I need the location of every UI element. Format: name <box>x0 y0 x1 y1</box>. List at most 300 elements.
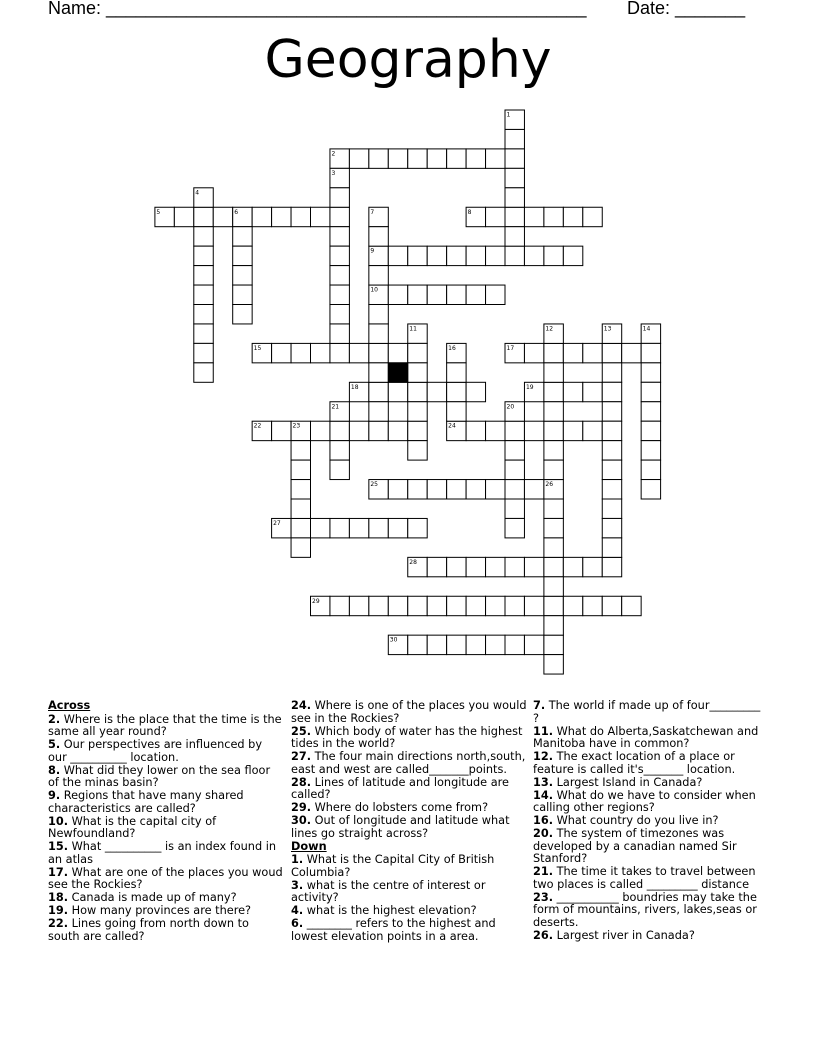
grid-cell[interactable] <box>408 518 427 537</box>
grid-cell[interactable] <box>291 460 310 479</box>
grid-cell[interactable] <box>388 285 407 304</box>
grid-cell[interactable] <box>330 305 349 324</box>
grid-cell[interactable] <box>544 421 563 440</box>
grid-cell[interactable] <box>544 460 563 479</box>
grid-cell[interactable] <box>408 480 427 499</box>
down-clue <box>533 790 769 815</box>
grid-cell[interactable] <box>622 343 641 362</box>
down-clue <box>291 854 527 879</box>
grid-cell[interactable] <box>544 382 563 401</box>
grid-cell[interactable] <box>486 246 505 265</box>
clue-number: 7. <box>533 699 546 712</box>
cell-number: 29 <box>312 597 320 605</box>
clue-text: What do we have to consider when calling other regions? <box>533 788 756 814</box>
clue-number: 23. <box>533 890 554 904</box>
cell-number: 22 <box>253 422 262 430</box>
clue-text: What __________ is an index found in an atlas <box>48 840 277 866</box>
grid-cell[interactable] <box>330 441 349 460</box>
clue-text: The four main directions north,south, east and west are called_______points. <box>291 750 526 776</box>
down-clue <box>291 918 527 943</box>
grid-cell[interactable] <box>544 207 563 226</box>
grid-cell[interactable] <box>291 538 310 557</box>
grid-cell[interactable] <box>544 441 563 460</box>
grid-cell[interactable] <box>369 402 388 421</box>
cell-number: 1 <box>506 111 511 119</box>
grid-cell[interactable] <box>641 441 660 460</box>
grid-cell[interactable] <box>505 421 524 440</box>
grid-cell[interactable] <box>194 363 213 382</box>
clue-number: 15. <box>48 840 69 853</box>
grid-cell[interactable] <box>291 518 310 537</box>
grid-cell[interactable] <box>447 480 466 499</box>
grid-cell[interactable] <box>194 305 213 324</box>
grid-cell[interactable] <box>524 557 543 576</box>
across-clue <box>48 905 284 918</box>
clue-number: 26. <box>533 928 554 942</box>
across-clue <box>291 815 527 840</box>
grid-cell[interactable] <box>330 227 349 246</box>
grid-cell[interactable] <box>291 499 310 518</box>
clue-number: 12. <box>533 750 554 763</box>
cell-number: 27 <box>273 519 281 527</box>
grid-cell[interactable] <box>602 460 621 479</box>
grid-cell[interactable] <box>524 421 543 440</box>
grid-cell[interactable] <box>194 285 213 304</box>
grid-cell[interactable] <box>602 499 621 518</box>
down-clue <box>291 880 527 905</box>
cell-number: 19 <box>525 383 534 391</box>
grid-cell[interactable] <box>369 343 388 362</box>
cell-number: 25 <box>370 481 378 489</box>
grid-cell[interactable] <box>369 363 388 382</box>
grid-cell[interactable] <box>330 246 349 265</box>
grid-cell[interactable] <box>447 363 466 382</box>
grid-cell[interactable] <box>447 635 466 654</box>
grid-cell[interactable] <box>291 480 310 499</box>
clue-text: what is the centre of interest or activity? <box>291 878 486 904</box>
grid-cell[interactable] <box>505 441 524 460</box>
cell-number: 8 <box>467 208 472 216</box>
cell-number: 5 <box>156 208 161 216</box>
grid-cell[interactable] <box>408 596 427 615</box>
grid-cell[interactable] <box>544 655 563 674</box>
clue-column-2 <box>291 700 527 944</box>
clue-text: Where is one of the places you would see in the Rockies? <box>291 699 527 725</box>
grid-cell[interactable] <box>427 635 446 654</box>
grid-cell[interactable] <box>602 382 621 401</box>
grid-cell[interactable] <box>544 402 563 421</box>
grid-cell[interactable] <box>466 557 485 576</box>
clue-text: What are one of the places you woud see the Rockies? <box>48 865 283 891</box>
clue-text: Our perspectives are influenced by our __________ location. <box>48 738 263 764</box>
grid-cell[interactable] <box>330 596 349 615</box>
grid-cell[interactable] <box>544 557 563 576</box>
clue-number: 25. <box>291 724 312 738</box>
grid-cell[interactable] <box>369 596 388 615</box>
clue-number: 11. <box>533 724 554 738</box>
grid-cell[interactable] <box>388 246 407 265</box>
grid-cell[interactable] <box>466 480 485 499</box>
grid-cell[interactable] <box>291 441 310 460</box>
grid-cell[interactable] <box>486 207 505 226</box>
grid-cell[interactable] <box>486 596 505 615</box>
clue-text: The system of timezones was developed by a canadian named Sir Stanford? <box>533 827 737 865</box>
grid-cell[interactable] <box>505 188 524 207</box>
clue-number: 19. <box>48 904 69 917</box>
grid-cell[interactable] <box>408 149 427 168</box>
across-clue <box>48 892 284 905</box>
down-clue <box>533 726 769 751</box>
grid-cell[interactable] <box>408 363 427 382</box>
clue-number: 20. <box>533 827 554 840</box>
grid-cell[interactable] <box>408 343 427 362</box>
down-clue <box>533 751 769 776</box>
grid-cell[interactable] <box>408 285 427 304</box>
grid-cell[interactable] <box>388 421 407 440</box>
grid-cell[interactable] <box>505 149 524 168</box>
across-clue <box>291 777 527 802</box>
clue-text: Which body of water has the highest tides in the world? <box>291 724 523 750</box>
cell-number: 7 <box>370 208 375 216</box>
grid-cell[interactable] <box>524 343 543 362</box>
grid-cell[interactable] <box>447 402 466 421</box>
clue-number: 21. <box>533 865 554 878</box>
grid-cell[interactable] <box>602 363 621 382</box>
grid-cell[interactable] <box>369 382 388 401</box>
grid-cell[interactable] <box>544 246 563 265</box>
cell-number: 3 <box>331 169 336 177</box>
grid-cell[interactable] <box>583 596 602 615</box>
grid-cell[interactable] <box>194 324 213 343</box>
grid-cell[interactable] <box>544 616 563 635</box>
grid-cell[interactable] <box>408 421 427 440</box>
clue-column-1 <box>48 700 284 944</box>
grid-cell[interactable] <box>330 207 349 226</box>
grid-cell[interactable] <box>524 207 543 226</box>
cell-number: 13 <box>603 325 612 333</box>
grid-cell[interactable] <box>272 343 291 362</box>
cell-number: 16 <box>448 344 456 352</box>
grid-cell[interactable] <box>291 207 310 226</box>
clue-number: 10. <box>48 814 69 828</box>
cell-number: 9 <box>370 247 375 255</box>
grid-cell[interactable] <box>622 596 641 615</box>
grid-cell[interactable] <box>466 246 485 265</box>
grid-cell[interactable] <box>544 518 563 537</box>
grid-cell[interactable] <box>427 480 446 499</box>
grid-cell[interactable] <box>602 538 621 557</box>
grid-cell[interactable] <box>427 596 446 615</box>
grid-cell[interactable] <box>544 596 563 615</box>
clue-text: What do Alberta,Saskatchewan and Manitoba have in common? <box>533 724 759 750</box>
grid-cell[interactable] <box>505 480 524 499</box>
grid-cell[interactable] <box>466 596 485 615</box>
grid-cell[interactable] <box>388 149 407 168</box>
grid-cell[interactable] <box>563 207 582 226</box>
grid-cell[interactable] <box>330 188 349 207</box>
grid-cell[interactable] <box>505 460 524 479</box>
cell-number: 30 <box>389 636 398 644</box>
grid-cell[interactable] <box>563 596 582 615</box>
grid-cell[interactable] <box>369 518 388 537</box>
name-field-label: Name: ________________________________________________ <box>48 0 587 18</box>
grid-cell[interactable] <box>544 577 563 596</box>
grid-cell[interactable] <box>505 207 524 226</box>
grid-cell[interactable] <box>447 149 466 168</box>
grid-cell[interactable] <box>447 382 466 401</box>
grid-cell[interactable] <box>602 518 621 537</box>
grid-cell[interactable] <box>602 343 621 362</box>
grid-cell[interactable] <box>602 441 621 460</box>
clue-number: 30. <box>291 814 312 827</box>
clue-number: 3. <box>291 878 304 892</box>
grid-cell[interactable] <box>369 227 388 246</box>
grid-cell[interactable] <box>194 207 213 226</box>
grid-cell[interactable] <box>349 518 368 537</box>
grid-cell[interactable] <box>505 518 524 537</box>
grid-cell[interactable] <box>466 421 485 440</box>
across-clue <box>291 700 527 725</box>
grid-cell[interactable] <box>233 227 252 246</box>
clue-number: 18. <box>48 891 69 904</box>
clue-text: Largest river in Canada? <box>553 928 695 942</box>
clue-text: ________ refers to the highest and lowest elevation points in a area. <box>291 917 496 943</box>
grid-cell[interactable] <box>252 207 271 226</box>
clue-number: 2. <box>48 712 61 726</box>
across-clue <box>48 739 284 764</box>
grid-cell[interactable] <box>505 246 524 265</box>
clue-number: 5. <box>48 738 61 751</box>
cell-number: 12 <box>545 325 554 333</box>
grid-cell[interactable] <box>388 596 407 615</box>
grid-cell[interactable] <box>544 538 563 557</box>
grid-cell[interactable] <box>369 305 388 324</box>
grid-cell[interactable] <box>486 149 505 168</box>
grid-cell[interactable] <box>311 207 330 226</box>
grid-cell[interactable] <box>330 421 349 440</box>
clue-text: ___________ boundries may take the form of mountains, rivers, lakes,seas or deserts. <box>533 890 757 929</box>
down-clue <box>291 905 527 918</box>
grid-cell[interactable] <box>563 382 582 401</box>
grid-cell[interactable] <box>641 421 660 440</box>
grid-cell[interactable] <box>427 557 446 576</box>
grid-cell[interactable] <box>602 596 621 615</box>
clue-text: Largest Island in Canada? <box>553 775 703 789</box>
down-clue <box>533 815 769 828</box>
grid-cell[interactable] <box>505 635 524 654</box>
grid-cell[interactable] <box>447 596 466 615</box>
cell-number: 2 <box>331 150 336 158</box>
clue-number: 29. <box>291 801 312 814</box>
grid-cell[interactable] <box>233 305 252 324</box>
clue-text: What country do you live in? <box>553 814 719 827</box>
grid-cell[interactable] <box>486 480 505 499</box>
grid-cell[interactable] <box>233 246 252 265</box>
grid-cell[interactable] <box>330 460 349 479</box>
grid-cell[interactable] <box>602 402 621 421</box>
grid-cell[interactable] <box>330 285 349 304</box>
grid-cell[interactable] <box>583 421 602 440</box>
grid-cell[interactable] <box>194 266 213 285</box>
grid-cell[interactable] <box>544 499 563 518</box>
grid-cell[interactable] <box>447 285 466 304</box>
grid-cell[interactable] <box>369 266 388 285</box>
grid-cell[interactable] <box>330 324 349 343</box>
cell-number: 26 <box>545 481 554 489</box>
grid-cell[interactable] <box>330 266 349 285</box>
across-clue <box>48 918 284 943</box>
grid-cell[interactable] <box>505 168 524 187</box>
grid-cell[interactable] <box>388 343 407 362</box>
clue-number: 24. <box>291 699 312 712</box>
section-heading: Across <box>48 699 91 712</box>
grid-cell[interactable] <box>563 246 582 265</box>
grid-cell[interactable] <box>291 343 310 362</box>
cell-number: 17 <box>506 344 515 352</box>
grid-cell[interactable] <box>408 441 427 460</box>
grid-cell[interactable] <box>583 382 602 401</box>
grid-cell[interactable] <box>388 518 407 537</box>
cell-number: 28 <box>409 558 417 566</box>
grid-cell[interactable] <box>602 480 621 499</box>
grid-cell[interactable] <box>388 480 407 499</box>
clue-column-3 <box>533 700 769 943</box>
grid-cell[interactable] <box>466 149 485 168</box>
grid-cell[interactable] <box>408 382 427 401</box>
across-clue <box>48 714 284 739</box>
clue-text: Where is the place that the time is the same all year round? <box>48 712 282 738</box>
grid-cell[interactable] <box>194 343 213 362</box>
grid-cell[interactable] <box>272 421 291 440</box>
cell-number: 4 <box>195 189 200 197</box>
clue-text: What did they lower on the sea floor of the minas basin? <box>48 763 271 789</box>
clue-text: what is the highest elevation? <box>303 904 477 917</box>
grid-cell[interactable] <box>311 421 330 440</box>
grid-cell[interactable] <box>486 285 505 304</box>
grid-cell[interactable] <box>330 343 349 362</box>
cell-number: 24 <box>448 422 456 430</box>
down-clue <box>533 777 769 790</box>
grid-cell[interactable] <box>505 499 524 518</box>
grid-cell[interactable] <box>602 557 621 576</box>
clue-number: 1. <box>291 853 304 866</box>
grid-cell[interactable] <box>349 421 368 440</box>
grid-cell[interactable] <box>233 285 252 304</box>
clue-text: Where do lobsters come from? <box>311 801 489 814</box>
grid-cell[interactable] <box>583 557 602 576</box>
grid-cell[interactable] <box>427 285 446 304</box>
grid-cell[interactable] <box>505 129 524 148</box>
grid-cell[interactable] <box>505 227 524 246</box>
grid-cell[interactable] <box>408 402 427 421</box>
grid-cell[interactable] <box>641 460 660 479</box>
grid-cell[interactable] <box>233 266 252 285</box>
grid-cell[interactable] <box>427 382 446 401</box>
grid-cell[interactable] <box>486 635 505 654</box>
cell-number: 10 <box>370 286 378 294</box>
grid-cell[interactable] <box>486 421 505 440</box>
section-heading: Down <box>291 839 327 853</box>
grid-cell[interactable] <box>369 149 388 168</box>
grid-cell[interactable] <box>194 227 213 246</box>
clue-text: The world if made up of four_________ ? <box>533 699 761 725</box>
grid-cell[interactable] <box>174 207 193 226</box>
grid-cell[interactable] <box>349 596 368 615</box>
grid-cell[interactable] <box>349 343 368 362</box>
grid-cell[interactable] <box>466 382 485 401</box>
cell-number: 18 <box>350 383 359 391</box>
grid-cell[interactable] <box>641 382 660 401</box>
grid-cell[interactable] <box>544 343 563 362</box>
grid-cell[interactable] <box>544 363 563 382</box>
grid-cell[interactable] <box>544 635 563 654</box>
grid-cell[interactable] <box>641 402 660 421</box>
grid-cell[interactable] <box>524 246 543 265</box>
grid-cell[interactable] <box>408 246 427 265</box>
cell-number: 23 <box>292 422 301 430</box>
clue-number: 28. <box>291 775 312 789</box>
grid-cell[interactable] <box>447 557 466 576</box>
grid-cell[interactable] <box>427 149 446 168</box>
clue-number: 14. <box>533 788 554 802</box>
grid-cell[interactable] <box>427 246 446 265</box>
clue-text: Canada is made up of many? <box>68 891 237 904</box>
grid-cell[interactable] <box>641 480 660 499</box>
grid-cell[interactable] <box>583 207 602 226</box>
clue-text: The exact location of a place or feature is called it's_______ location. <box>533 750 736 776</box>
black-square <box>388 363 407 382</box>
grid-cell[interactable] <box>330 518 349 537</box>
grid-cell[interactable] <box>311 518 330 537</box>
grid-cell[interactable] <box>602 421 621 440</box>
grid-cell[interactable] <box>349 149 368 168</box>
grid-cell[interactable] <box>272 207 291 226</box>
grid-cell[interactable] <box>466 635 485 654</box>
page-title: Geography <box>264 30 552 90</box>
grid-cell[interactable] <box>466 285 485 304</box>
clue-number: 9. <box>48 789 61 802</box>
cell-number: 6 <box>234 208 239 216</box>
grid-cell[interactable] <box>641 363 660 382</box>
grid-cell[interactable] <box>388 382 407 401</box>
grid-cell[interactable] <box>524 596 543 615</box>
grid-cell[interactable] <box>505 596 524 615</box>
clue-text: How many provinces are there? <box>68 904 252 917</box>
grid-cell[interactable] <box>408 635 427 654</box>
clue-number: 13. <box>533 775 554 789</box>
cell-number: 11 <box>409 325 417 333</box>
cell-number: 14 <box>642 325 651 333</box>
grid-cell[interactable] <box>213 207 232 226</box>
down-clue <box>533 828 769 866</box>
grid-cell[interactable] <box>486 557 505 576</box>
grid-cell[interactable] <box>369 421 388 440</box>
grid-cell[interactable] <box>563 421 582 440</box>
clue-text: What is the capital city of Newfoundland? <box>48 814 217 840</box>
grid-cell[interactable] <box>524 635 543 654</box>
grid-cell[interactable] <box>505 557 524 576</box>
grid-cell[interactable] <box>311 343 330 362</box>
grid-cell[interactable] <box>369 324 388 343</box>
grid-cell[interactable] <box>524 480 543 499</box>
grid-cell[interactable] <box>583 343 602 362</box>
grid-cell[interactable] <box>447 246 466 265</box>
grid-cell[interactable] <box>563 343 582 362</box>
clue-text: Out of longitude and latitude what lines go straight across? <box>291 814 510 840</box>
grid-cell[interactable] <box>563 557 582 576</box>
grid-cell[interactable] <box>641 343 660 362</box>
grid-cell[interactable] <box>194 246 213 265</box>
